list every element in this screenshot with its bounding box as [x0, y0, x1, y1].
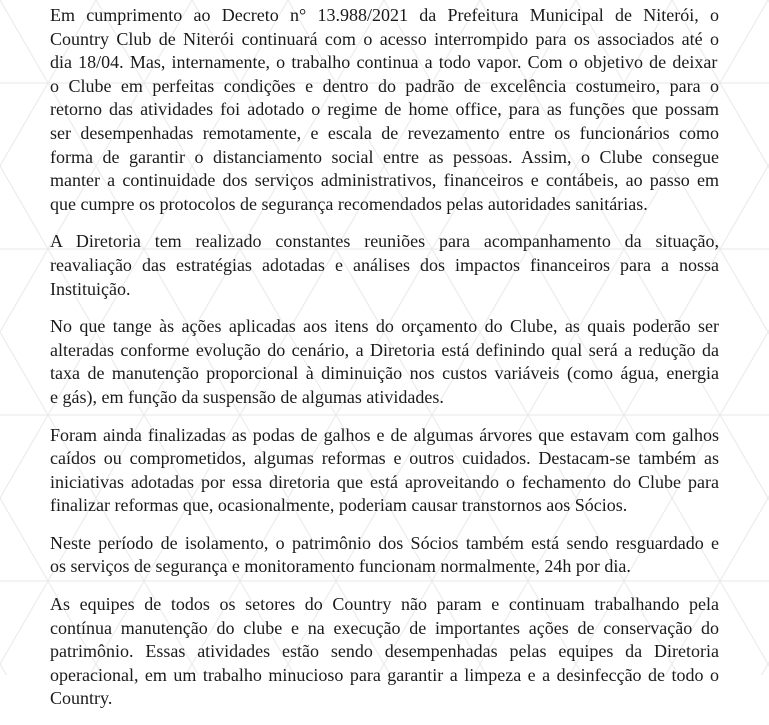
- text-line: [50, 122, 719, 146]
- paragraph: [50, 230, 719, 301]
- text-line-content: ser desempenhadas remotamente, e escala de revezamento entre os funcionários como: [50, 122, 719, 143]
- text-line-content: e gás), em função da suspensão de algumas atividades.: [50, 386, 444, 407]
- text-line-content: caídos ou comprometidos, algumas reformas e outros cuidados. Destacam-se também as: [50, 448, 719, 469]
- text-line: [50, 640, 719, 664]
- text-line-content: manter a continuidade dos serviços administrativos, financeiros e contábeis, ao passo em: [50, 170, 719, 191]
- text-line: [50, 28, 719, 52]
- text-line: [50, 447, 719, 471]
- text-line-content: finalizar reformas que, ocasionalmente, poderiam causar transtornos aos Sócios.: [50, 495, 628, 516]
- text-line: [50, 193, 719, 217]
- paragraph: [50, 593, 719, 711]
- text-line: [50, 617, 719, 641]
- text-line-content: retorno das atividades foi adotado o regime de home office, para as funções que possam: [50, 99, 719, 120]
- text-line-content: operacional, em um trabalho minucioso para garantir a limpeza e a desinfecção de todo o: [50, 664, 719, 685]
- text-line-content: iniciativas adotadas por essa diretoria que está aproveitando o fechamento do Clube para: [50, 471, 719, 492]
- text-line-content: As equipes de todos os setores do Country não param e continuam trabalhando pela: [50, 594, 719, 615]
- text-line-content: A Diretoria tem realizado constantes reuniões para acompanhamento da situação,: [50, 231, 719, 252]
- text-line-content: Neste período de isolamento, o patrimônio dos Sócios também está sendo resguardado e: [50, 532, 719, 553]
- text-line-content: contínua manutenção do clube e na execução de importantes ações de conservação do: [50, 617, 719, 638]
- paragraph: [50, 424, 719, 518]
- text-line: [50, 494, 719, 518]
- text-line: [50, 362, 719, 386]
- text-line: [50, 471, 719, 495]
- text-line: [50, 593, 719, 617]
- paragraph: [50, 532, 719, 579]
- text-line: [50, 51, 719, 75]
- text-line: [50, 532, 719, 556]
- text-line-content: os serviços de segurança e monitoramento funcionam normalmente, 24h por dia.: [50, 556, 631, 577]
- text-line-content: Country Club de Niterói continuará com o acesso interrompido para os associados até o: [50, 28, 719, 49]
- text-line: [50, 75, 719, 99]
- text-line: [50, 230, 719, 254]
- text-line-content: dia 18/04. Mas, internamente, o trabalho continua a todo vapor. Com o objetivo de deixar: [50, 52, 718, 73]
- text-line: [50, 386, 719, 410]
- text-line-content: patrimônio. Essas atividades estão sendo desempenhadas pelas equipes da Diretoria: [50, 641, 719, 662]
- text-line: [50, 169, 719, 193]
- text-line-content: reavaliação das estratégias adotadas e análises dos impactos financeiros para a nossa: [50, 254, 719, 275]
- text-line: [50, 555, 719, 579]
- paragraph: [50, 4, 719, 216]
- text-line-content: Foram ainda finalizadas as podas de galhos e de algumas árvores que estavam com galhos: [50, 424, 719, 445]
- text-line: [50, 4, 719, 28]
- text-line: [50, 339, 719, 363]
- text-line-content: taxa de manutenção proporcional à diminuição nos custos variáveis (como água, energia: [50, 363, 719, 384]
- text-line: [50, 278, 719, 302]
- text-line-content: o Clube em perfeitas condições e dentro do padrão de excelência costumeiro, para o: [50, 75, 719, 96]
- text-line: [50, 254, 719, 278]
- text-line: [50, 664, 719, 688]
- text-line-content: alteradas conforme evolução do cenário, a Diretoria está definindo qual será a redução da: [50, 339, 719, 360]
- document-body: [50, 4, 719, 725]
- text-line-content: Instituição.: [50, 278, 131, 299]
- text-line-content: que cumpre os protocolos de segurança recomendados pelas autoridades sanitárias.: [50, 193, 648, 214]
- text-line: [50, 146, 719, 170]
- text-line: [50, 424, 719, 448]
- text-line: [50, 315, 719, 339]
- paragraph: [50, 315, 719, 409]
- text-line-content: forma de garantir o distanciamento social entre as pessoas. Assim, o Clube consegue: [50, 146, 719, 167]
- text-line-content: Em cumprimento ao Decreto n° 13.988/2021 da Prefeitura Municipal de Niterói, o: [50, 5, 719, 25]
- text-line: [50, 687, 719, 711]
- text-line-content: Country.: [50, 688, 113, 709]
- text-line: [50, 98, 719, 122]
- text-line-content: No que tange às ações aplicadas aos itens do orçamento do Clube, as quais poderão ser: [50, 316, 719, 337]
